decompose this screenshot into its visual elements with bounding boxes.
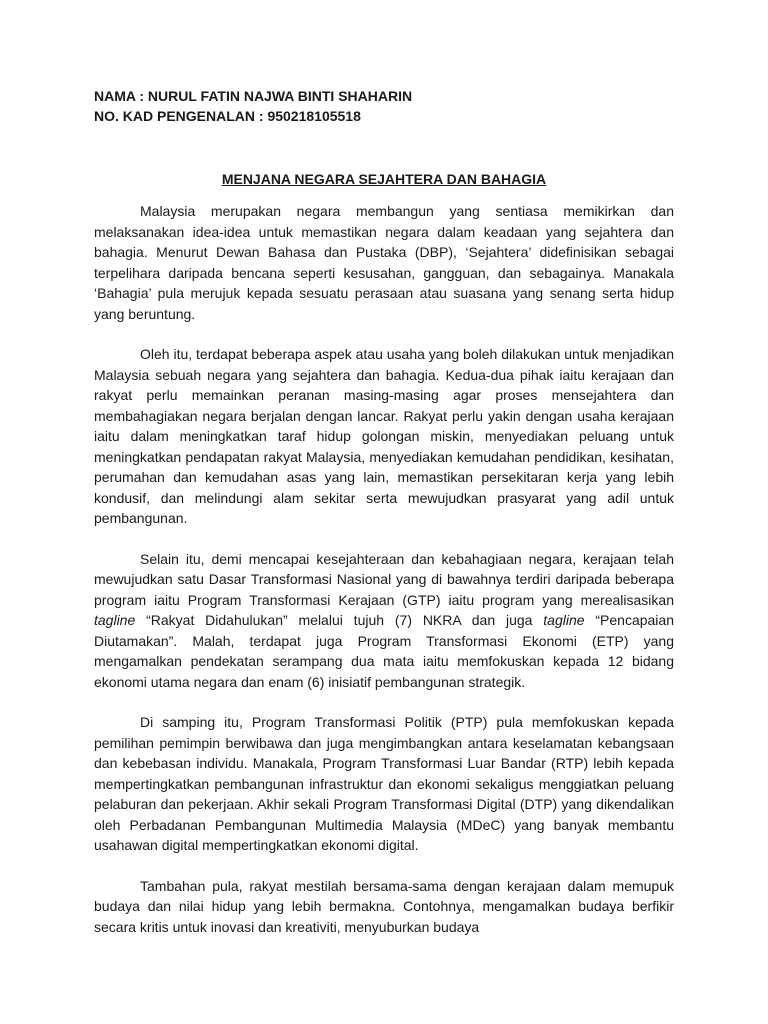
- paragraph-2: Oleh itu, terdapat beberapa aspek atau usaha yang boleh dilakukan untuk menjadikan Malaysia sebuah negara yang sejahtera dan bahagia. Kedua-dua pihak iaitu kerajaan dan rakyat perlu memainkan peranan masing-masing agar proses mensejahtera dan membahagiakan negara berjalan dengan lancar. Rakyat perlu yakin dengan usaha kerajaan iaitu dalam meningkatkan taraf hidup golongan miskin, menyediakan peluang untuk meningkatkan pendapatan rakyat Malaysia, menyediakan kemudahan pendidikan, kesihatan, perumahan dan kemudahan asas yang lain, memastikan persekitaran kerja yang lebih kondusif, dan melindungi alam sekitar serta mewujudkan prasyarat yang adil untuk pembangunan.: [94, 346, 674, 526]
- document-title: MENJANA NEGARA SEJAHTERA DAN BAHAGIA: [221, 171, 547, 187]
- paragraph-4: Di samping itu, Program Transformasi Politik (PTP) pula memfokuskan kepada pemilihan pemimpin berwibawa dan juga mengimbangkan antara keselamatan kebangsaan dan kebebasan individu. Manakala, Program Transformasi Luar Bandar (RTP) lebih kepada mempertingkatkan pembangunan infrastruktur dan ekonomi sekaligus menggiatkan peluang pelaburan dan pekerjaan. Akhir sekali Program Transformasi Digital (DTP) yang dikendalikan oleh Perbadanan Pembangunan Multimedia Malaysia (MDeC) yang banyak membantu usahawan digital mempertingkatkan ekonomi digital.: [94, 714, 674, 853]
- student-name: NAMA : NURUL FATIN NAJWA BINTI SHAHARIN: [94, 88, 413, 104]
- tagline-italic-1: tagline: [94, 612, 136, 628]
- ic-number: NO. KAD PENGENALAN : 950218105518: [94, 108, 361, 124]
- paragraph-1: Malaysia merupakan negara membangun yang sentiasa memikirkan dan melaksanakan idea-idea untuk memastikan negara dalam keadaan yang sejahtera dan bahagia. Menurut Dewan Bahasa dan Pustaka (DBP), ‘Sejahtera’ didefinisikan sebagai terpelihara daripada bencana seperti kesusahan, gangguan, dan sebagainya. Manakala ‘Bahagia’ pula merujuk kepada sesuatu perasaan atau suasana yang senang serta hidup yang beruntung.: [94, 203, 674, 322]
- paragraph-5: Tambahan pula, rakyat mestilah bersama-sama dengan kerajaan dalam memupuk budaya dan nilai hidup yang lebih bermakna. Contohnya, mengamalkan budaya berfikir secara kritis untuk inovasi dan kreativiti, menyuburkan budaya: [94, 877, 674, 935]
- tagline-italic-2: tagline: [543, 612, 585, 628]
- document-page: [94, 86, 674, 937]
- paragraph-3-text-a: Selain itu, demi mencapai kesejahteraan dan kebahagiaan negara, kerajaan telah mewujudkan satu Dasar Transformasi Nasional yang di bawahnya terdiri daripada beberapa program iaitu Program Transformasi Kerajaan (GTP) iaitu program yang merealisasikan: [94, 550, 674, 608]
- paragraph-3: [94, 549, 674, 693]
- paragraph-3-text-b: “Rakyat Didahulukan” melalui tujuh (7) NKRA dan juga: [135, 612, 544, 628]
- paragraph-3-text-c: “Pencapaian Diutamakan”. Malah, terdapat juga Program Transformasi Ekonomi (ETP) yang mengamalkan pendekatan serampang dua mata iaitu memfokuskan kepada 12 bidang ekonomi utama negara dan enam (6) inisiatif pembangunan strategik.: [94, 612, 674, 690]
